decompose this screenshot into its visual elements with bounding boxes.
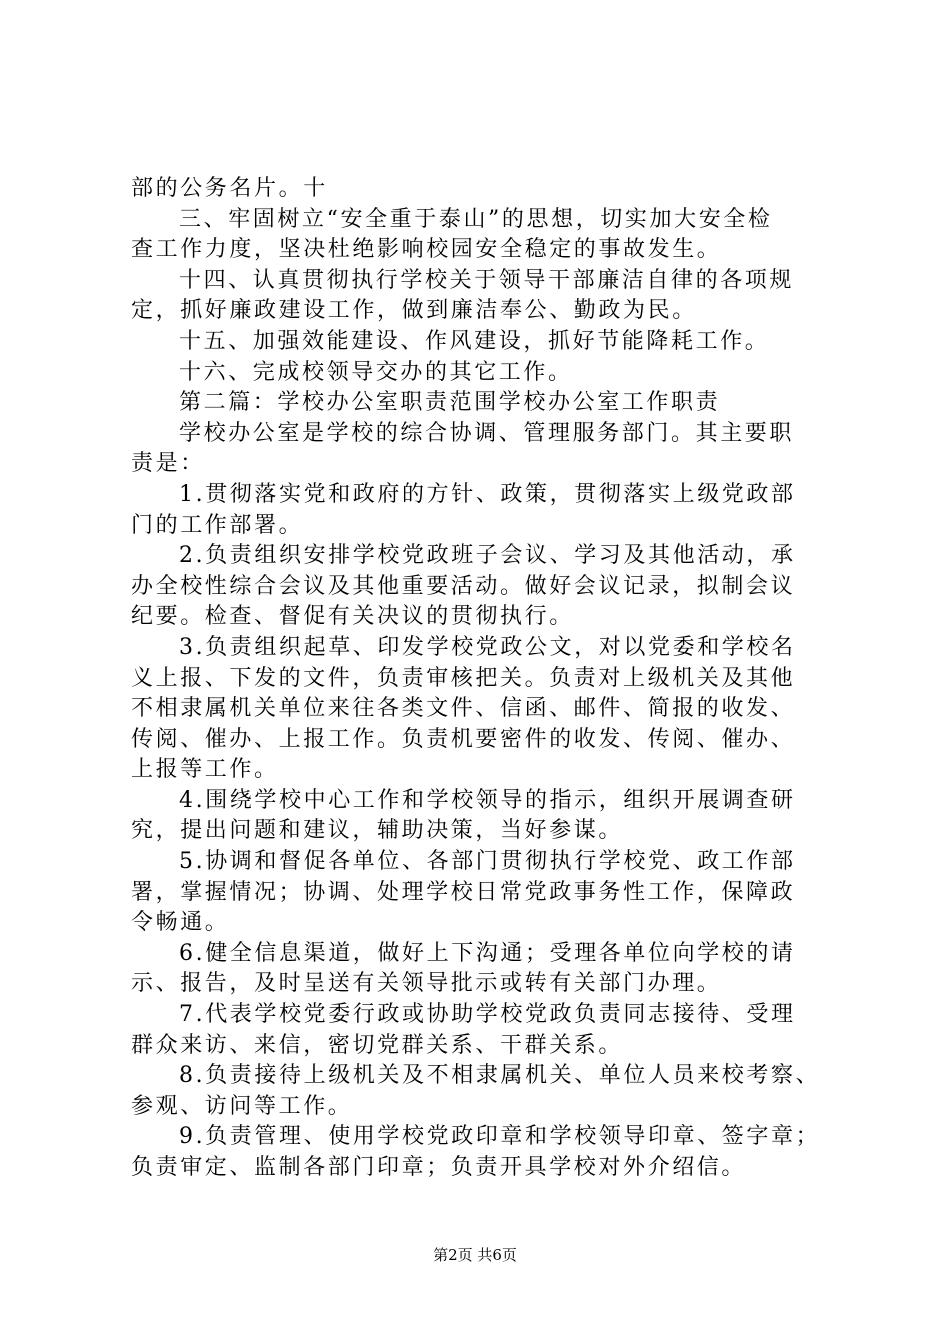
text-line: 究，提出问题和建议，辅助决策，当好参谋。	[131, 818, 624, 844]
text-line: 7.代表学校党委行政或协助学校党政负责同志接待、受理	[179, 1002, 796, 1028]
text-line: 6.健全信息渠道，做好上下沟通；受理各单位向学校的请	[179, 940, 796, 966]
text-line: 群众来访、来信，密切党群关系、干群关系。	[131, 1032, 624, 1058]
text-line: 1.贯彻落实党和政府的方针、政策，贯彻落实上级党政部	[179, 481, 796, 507]
text-line: 门的工作部署。	[131, 512, 304, 538]
text-line: 学校办公室是学校的综合协调、管理服务部门。其主要职	[179, 420, 795, 446]
text-line: 查工作力度，坚决杜绝影响校园安全稳定的事故发生。	[131, 237, 722, 263]
text-line: 示、报告，及时呈送有关领导批示或转有关部门办理。	[131, 971, 722, 997]
text-line: 纪要。检查、督促有关决议的贯彻执行。	[131, 604, 574, 630]
text-line: 上报等工作。	[131, 757, 279, 783]
text-line: 三、牢固树立“安全重于泰山”的思想，切实加大安全检	[179, 206, 773, 232]
text-line: 3.负责组织起草、印发学校党政公文，对以党委和学校名	[179, 634, 796, 660]
document-body	[131, 174, 836, 1184]
text-line: 部的公务名片。十	[131, 176, 328, 201]
text-line: 十四、认真贯彻执行学校关于领导干部廉洁自律的各项规	[179, 267, 795, 293]
text-line: 传阅、催办、上报工作。负责机要密件的收发、传阅、催办、	[131, 726, 796, 752]
text-line: 办全校性综合会议及其他重要活动。做好会议记录，拟制会议	[131, 573, 796, 599]
text-line: 义上报、下发的文件，负责审核把关。负责对上级机关及其他	[131, 665, 796, 691]
text-line: 署，掌握情况；协调、处理学校日常党政事务性工作，保障政	[131, 879, 796, 905]
text-line: 十五、加强效能建设、作风建设，抓好节能降耗工作。	[179, 328, 770, 354]
text-line: 8.负责接待上级机关及不相隶属机关、单位人员来校考察、	[179, 1063, 821, 1089]
text-line: 参观、访问等工作。	[131, 1093, 353, 1119]
text-line: 负责审定、监制各部门印章；负责开具学校对外介绍信。	[131, 1155, 747, 1180]
text-line: 5.协调和督促各单位、各部门贯彻执行学校党、政工作部	[179, 849, 796, 875]
text-line: 2.负责组织安排学校党政班子会议、学习及其他活动，承	[179, 543, 796, 569]
text-line: 不相隶属机关单位来往各类文件、信函、邮件、简报的收发、	[131, 696, 796, 722]
text-line: 十六、完成校领导交办的其它工作。	[179, 359, 573, 385]
page-number-text: 第2页 共6页	[433, 1246, 517, 1264]
text-line: 责是：	[131, 451, 205, 477]
text-line: 第二篇：学校办公室职责范围学校办公室工作职责	[179, 390, 721, 416]
text-line: 令畅通。	[131, 910, 230, 936]
text-line: 9.负责管理、使用学校党政印章和学校领导印章、签字章；	[179, 1124, 821, 1150]
text-line: 4.围绕学校中心工作和学校领导的指示，组织开展调查研	[179, 787, 796, 813]
page-footer	[0, 1244, 950, 1265]
text-line: 定，抓好廉政建设工作，做到廉洁奉公、勤政为民。	[131, 298, 697, 324]
